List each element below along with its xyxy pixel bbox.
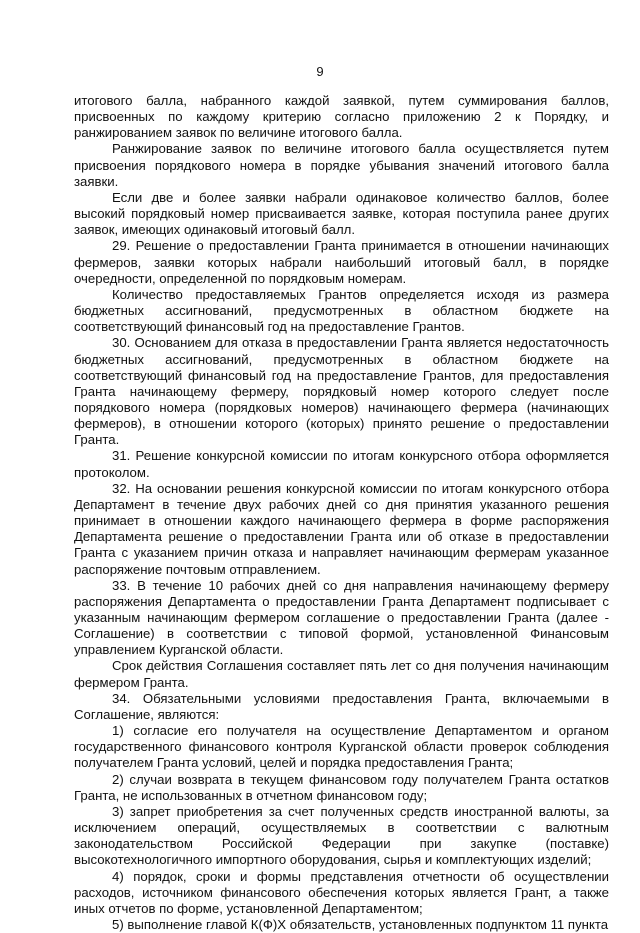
paragraph-ranking: Ранжирование заявок по величине итогового балла осуществляется путем присвоения порядкового номера в порядке убывания значений итогового балла заявки.: [74, 141, 609, 189]
paragraph-grants-count: Количество предоставляемых Грантов определяется исходя из размера бюджетных ассигнований, предусмотренных в областном бюджете на соответствующий финансовый год на предоставление Грантов.: [74, 286, 609, 335]
paragraph-condition-5: 5) выполнение главой К(Ф)Х обязательств, установленных подпунктом 11 пункта: [112, 916, 609, 932]
paragraph-equal-scores: Если две и более заявки набрали одинаковое количество баллов, более высокий порядковый номер присваивается заявке, которая поступила ранее других заявок, имеющих одинаковый итоговый балл.: [74, 189, 609, 238]
paragraph-condition-3: 3) запрет приобретения за счет полученных средств иностранной валюты, за исключением операций, осуществляемых в соответствии с валютным законодательством Российской Федерации при закупке (поставке) высокотехнологичного импортного оборудования, сырья и комплектующих изделий;: [74, 803, 609, 868]
paragraph-agreement-term: Срок действия Соглашения составляет пять лет со дня получения начинающим фермером Гранта.: [74, 658, 609, 690]
paragraph-condition-1: 1) согласие его получателя на осуществление Департаментом и органом государственного финансового контроля Курганской области проверок соблюдения получателем Гранта условий, целей и порядка предоставления Гранта;: [74, 723, 609, 771]
paragraph-condition-2: 2) случаи возврата в текущем финансовом году получателем Гранта остатков Гранта, не использованных в отчетном финансовом году;: [74, 771, 609, 803]
paragraph-item-33: 33. В течение 10 рабочих дней со дня направления начинающему фермеру распоряжения Департамента о предоставлении Гранта Департамент подписывает с указанным начинающим фермером соглашение о предоставлении Гранта (далее - Соглашение) в соответствии с типовой формой, установленной Финансовым управлением Курганской области.: [74, 577, 609, 658]
paragraph-item-30: 30. Основанием для отказа в предоставлении Гранта является недостаточность бюджетных ассигнований, предусмотренных в областном бюджете на соответствующий финансовый год на предоставление Грантов, для предоставления Гранта начинающему фермеру, порядковый номер которого следует после порядкового номера (порядковых номеров) начинающего фермера (начинающих фермеров), в отношении которого (которых) принято решение о предоставлении Гранта.: [74, 335, 609, 448]
paragraph-item-31: 31. Решение конкурсной комиссии по итогам конкурсного отбора оформляется протоколом.: [74, 448, 609, 480]
document-body: [74, 93, 609, 933]
paragraph-item-29: 29. Решение о предоставлении Гранта принимается в отношении начинающих фермеров, заявки которых набрали наибольший итоговый балл, в порядке очередности, определенной по порядковым номерам.: [74, 238, 609, 286]
paragraph-condition-4: 4) порядок, сроки и формы представления отчетности об осуществлении расходов, источником финансового обеспечения которых является Грант, а также иных отчетов по форме, установленной Департаментом;: [74, 868, 609, 916]
paragraph-item-34: 34. Обязательными условиями предоставления Гранта, включаемыми в Соглашение, являются:: [74, 690, 609, 722]
paragraph-continuation: итогового балла, набранного каждой заявкой, путем суммирования баллов, присвоенных по каждому критерию согласно приложению 2 к Порядку, и ранжированием заявок по величине итогового балла.: [74, 93, 609, 141]
paragraph-item-32: 32. На основании решения конкурсной комиссии по итогам конкурсного отбора Департамент в течение двух рабочих дней со дня принятия указанного решения принимает в отношении каждого начинающего фермера в форме распоряжения Департамента решение о предоставлении Гранта или об отказе в предоставлении Гранта с указанием причин отказа и направляет начинающим фермерам указанное распоряжение почтовым отправлением.: [74, 480, 609, 577]
page-number: 9: [316, 64, 324, 79]
